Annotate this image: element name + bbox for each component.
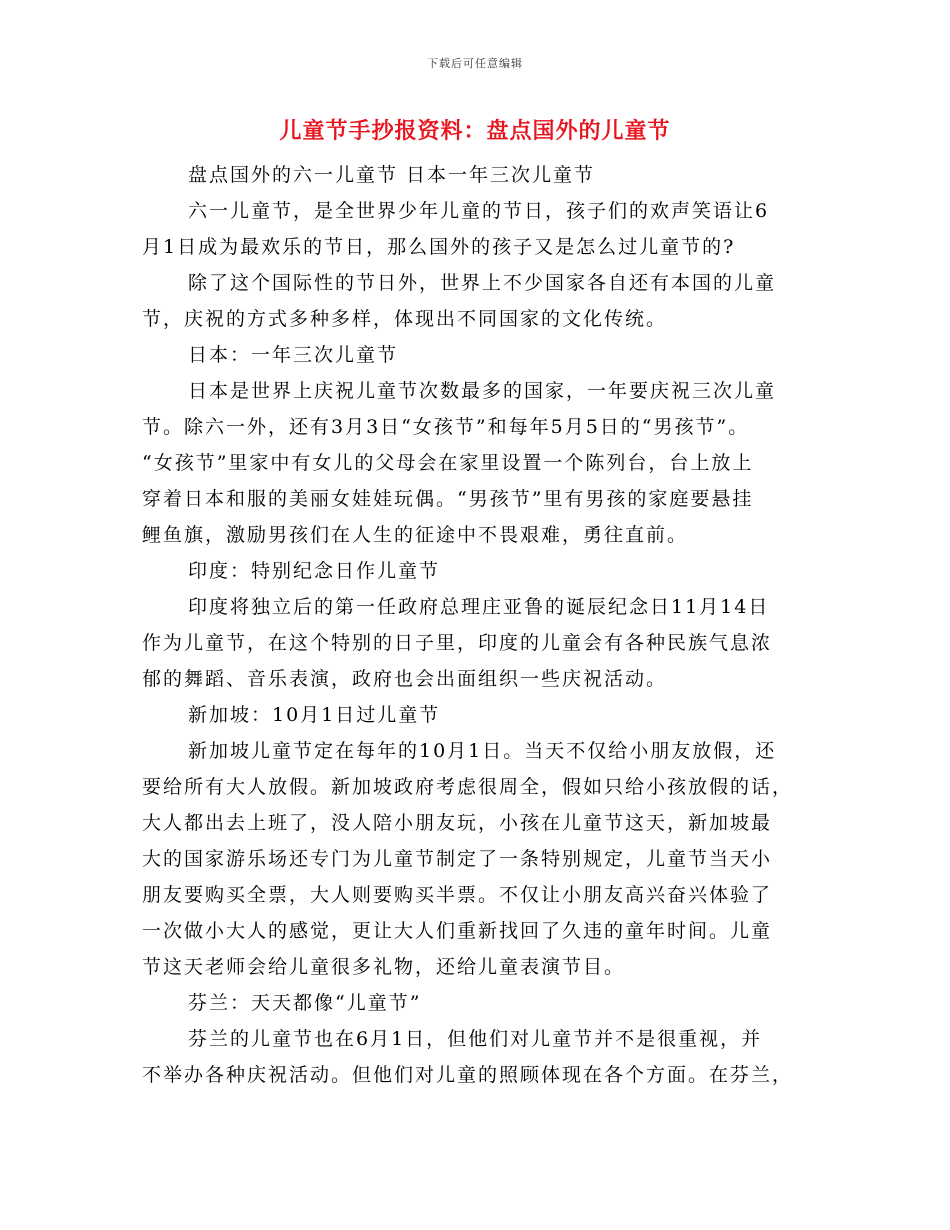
text-line: 盘点国外的六一儿童节 日本一年三次儿童节: [188, 164, 596, 186]
text-line: 印度：特别纪念日作儿童节: [188, 560, 441, 582]
text-line: 芬兰：天天都像“儿童节”: [188, 992, 422, 1014]
text-line: 六一儿童节，是全世界少年儿童的节日，孩子们的欢声笑语让6: [188, 200, 770, 222]
text-line: “女孩节”里家中有女儿的父母会在家里设置一个陈列台，台上放上: [142, 452, 754, 474]
text-line: 芬兰的儿童节也在6月1日，但他们对儿童节并不是很重视，并: [188, 1028, 763, 1050]
text-line: 除了这个国际性的节日外，世界上不少国家各自还有本国的儿童: [188, 272, 777, 294]
document-title: 儿童节手抄报资料：盘点国外的儿童节: [279, 118, 671, 144]
text-line: 鲤鱼旗，激励男孩们在人生的征途中不畏艰难，勇往直前。: [142, 524, 689, 546]
text-line: 新加坡儿童节定在每年的10月1日。当天不仅给小朋友放假，还: [188, 740, 777, 762]
text-line: 节这天老师会给儿童很多礼物，还给儿童表演节目。: [142, 956, 626, 978]
text-line: 大人都出去上班了，没人陪小朋友玩，小孩在儿童节这天，新加坡最: [142, 812, 773, 834]
text-line: 作为儿童节，在这个特别的日子里，印度的儿童会有各种民族气息浓: [142, 632, 773, 654]
text-line: 穿着日本和服的美丽女娃娃玩偶。“男孩节”里有男孩的家庭要悬挂: [142, 488, 754, 510]
text-line: 不举办各种庆祝活动。但他们对儿童的照顾体现在各个方面。在芬兰，: [142, 1064, 794, 1086]
text-line: 节，庆祝的方式多种多样，体现出不同国家的文化传统。: [142, 308, 668, 330]
text-line: 日本：一年三次儿童节: [188, 344, 399, 366]
text-line: 日本是世界上庆祝儿童节次数最多的国家，一年要庆祝三次儿童: [188, 380, 777, 402]
text-line: 朋友要购买全票，大人则要购买半票。不仅让小朋友高兴奋兴体验了: [142, 884, 773, 906]
text-line: 月1日成为最欢乐的节日，那么国外的孩子又是怎么过儿童节的?: [142, 236, 736, 258]
document-body: [142, 157, 810, 1093]
page-header: 下载后可任意编辑: [427, 57, 523, 70]
text-line: 印度将独立后的第一任政府总理庄亚鲁的诞辰纪念日11月14日: [188, 596, 770, 618]
text-line: 大的国家游乐场还专门为儿童节制定了一条特别规定，儿童节当天小: [142, 848, 773, 870]
text-line: 郁的舞蹈、音乐表演，政府也会出面组织一些庆祝活动。: [142, 668, 668, 690]
text-line: 新加坡：10月1日过儿童节: [188, 704, 441, 726]
text-line: 节。除六一外，还有3月3日“女孩节”和每年5月5日的“男孩节”。: [142, 416, 750, 438]
text-line: 要给所有大人放假。新加坡政府考虑很周全，假如只给小孩放假的话，: [142, 776, 794, 798]
text-line: 一次做小大人的感觉，更让大人们重新找回了久违的童年时间。儿童: [142, 920, 773, 942]
